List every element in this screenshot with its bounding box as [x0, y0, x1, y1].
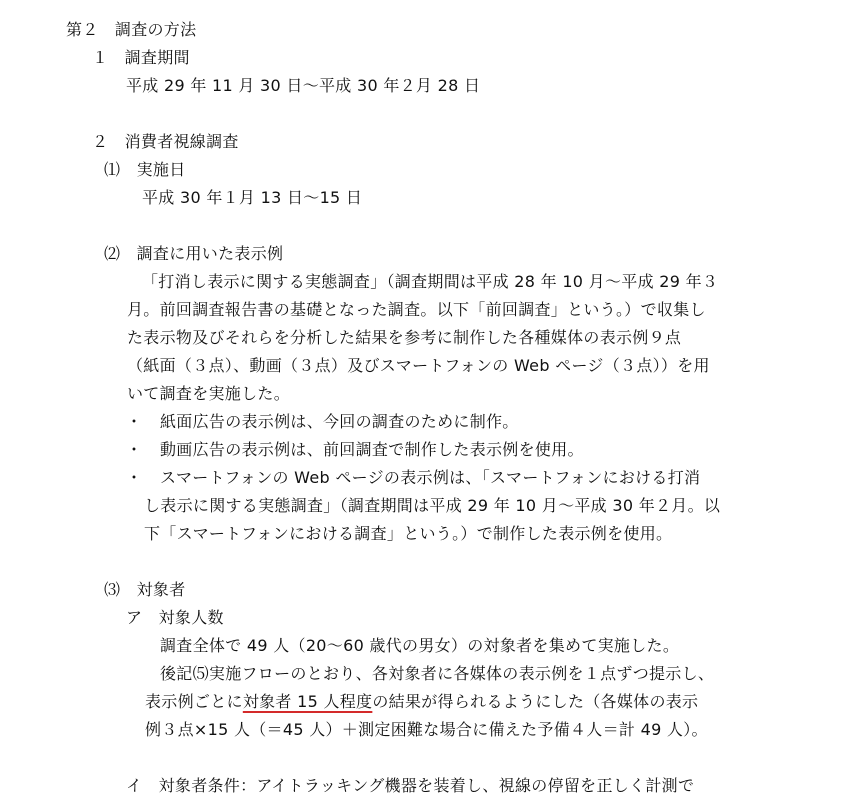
- subsection-1-heading: １ 調査期間: [92, 48, 190, 67]
- subsection-2-heading: ２ 消費者視線調査: [92, 132, 239, 151]
- paragraph-line: （紙面（３点）、動画（３点）及びスマートフォンの Web ページ（３点））を用: [127, 356, 710, 375]
- text-segment: の結果が得られるようにした（各媒体の表示: [372, 692, 699, 711]
- paragraph-line-with-underline: [145, 692, 698, 712]
- section-heading: 第２ 調査の方法: [66, 20, 197, 39]
- paragraph-line: いて調査を実施した。: [127, 384, 291, 403]
- paragraph-line: 月。前回調査報告書の基礎となった調査。以下「前回調査」という。）で収集し: [127, 300, 706, 319]
- implementation-date-text: 平成 30 年１月 13 日〜15 日: [142, 188, 363, 207]
- paragraph-line: 調査全体で 49 人（20〜60 歳代の男女）の対象者を集めて実施した。: [160, 636, 680, 655]
- bullet-mark: ・: [126, 412, 143, 431]
- item-3-heading: ⑶ 対象者: [104, 580, 186, 599]
- sub-item-i-heading: イ 対象者条件：アイトラッキング機器を装着し、視線の停留を正しく計測で: [126, 776, 695, 795]
- paragraph-line: 例３点×15 人（＝45 人）＋測定困難な場合に備えた予備４人＝計 49 人）。: [145, 720, 708, 739]
- underlined-emphasis: 対象者 15 人程度: [242, 692, 373, 711]
- survey-period-text: 平成 29 年 11 月 30 日〜平成 30 年２月 28 日: [126, 76, 481, 95]
- bullet-item: スマートフォンの Web ページの表示例は、「スマートフォンにおける打消: [160, 468, 701, 487]
- paragraph-line: 後記⑸実施フローのとおり、各対象者に各媒体の表示例を１点ずつ提示し、: [160, 664, 715, 683]
- bullet-item: 動画広告の表示例は、前回調査で制作した表示例を使用。: [160, 440, 584, 459]
- bullet-item: 紙面広告の表示例は、今回の調査のために制作。: [160, 412, 519, 431]
- text-segment: 表示例ごとに: [145, 692, 243, 711]
- item-2-heading: ⑵ 調査に用いた表示例: [104, 244, 284, 263]
- paragraph-line: 「打消し表示に関する実態調査」（調査期間は平成 28 年 10 月〜平成 29 年３: [142, 272, 719, 291]
- sub-item-a-heading: ア 対象人数: [126, 608, 224, 627]
- bullet-item-continuation: し表示に関する実態調査」（調査期間は平成 29 年 10 月〜平成 30 年２月。以: [144, 496, 721, 515]
- bullet-item-continuation: 下「スマートフォンにおける調査」という。）で制作した表示例を使用。: [144, 524, 673, 543]
- bullet-mark: ・: [126, 468, 143, 487]
- bullet-mark: ・: [126, 440, 143, 459]
- item-1-heading: ⑴ 実施日: [104, 160, 186, 179]
- paragraph-line: た表示物及びそれらを分析した結果を参考に制作した各種媒体の表示例９点: [127, 328, 682, 347]
